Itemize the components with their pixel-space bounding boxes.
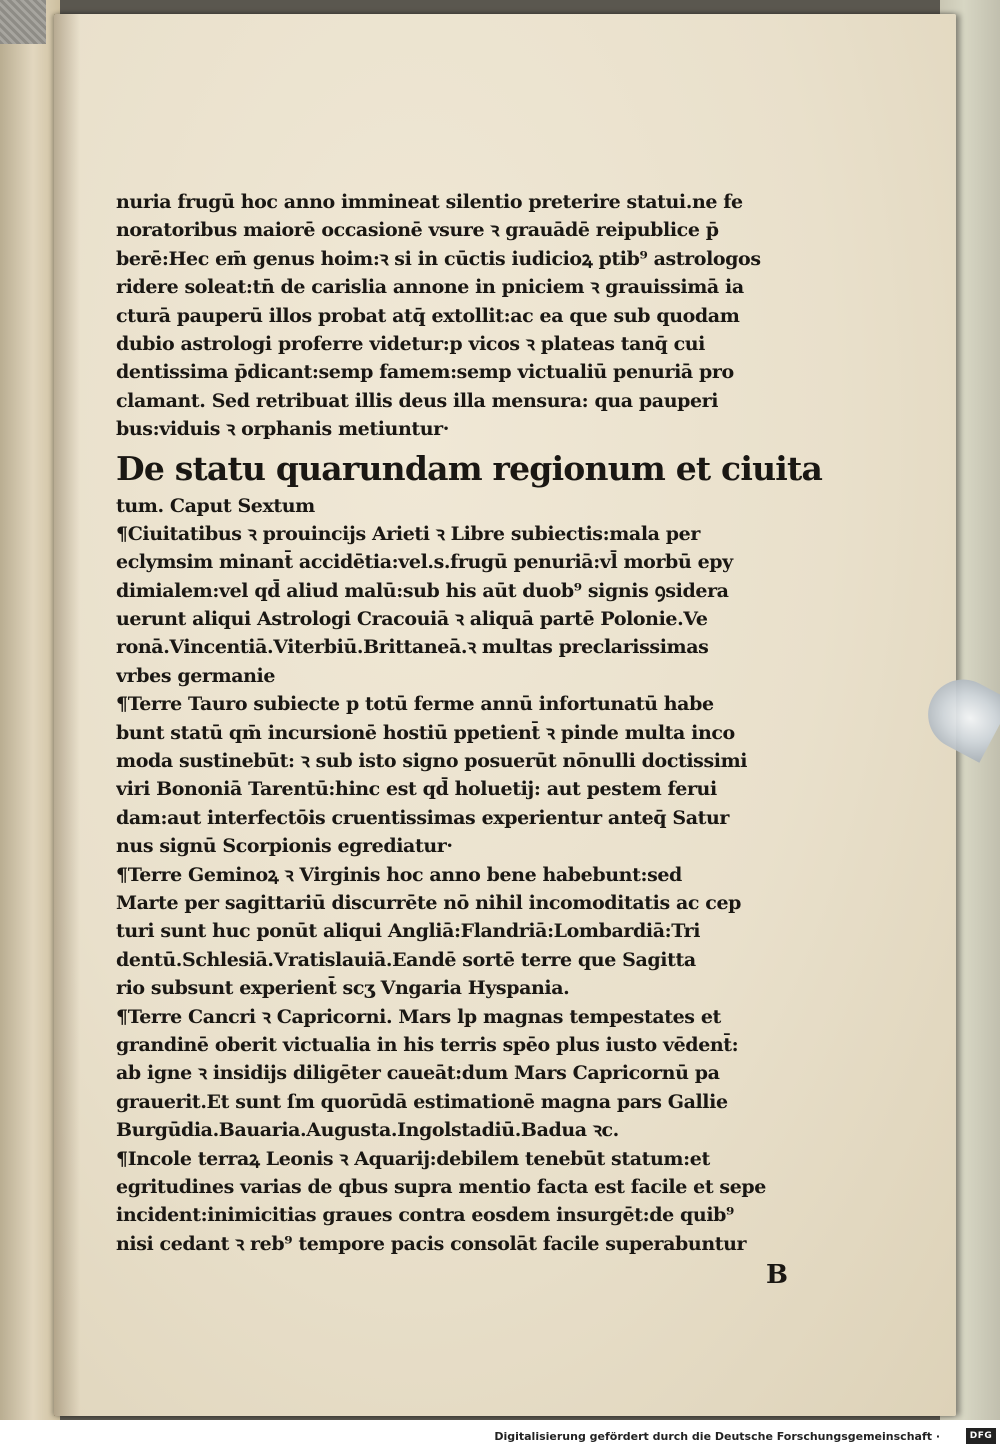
intro-line: ridere soleat:tn̄ de carislia annone in pniciem ꝛ grauissimā ia [116,276,744,299]
intro-line: berē:Hec em̄ genus hoim:ꝛ si in cūctis iudicioꝝ ptib⁹ astrologos [116,247,761,270]
regions-line: rio subsunt experient̄ scʒ Vngaria Hyspania. [116,977,570,1000]
chapter-heading: De statu quarundam regionum et ciuita [116,448,823,488]
paragraph-intro [116,188,828,444]
paragraph-regions [116,492,828,1259]
regions-line: dam:aut interfectōis cruentissimas experientur anteq̄ Satur [116,806,730,829]
regions-line: viri Bononiā Tarentū:hinc est qd̄ holuetij: aut pestem ferui [116,778,717,801]
regions-line: vrbes germanie [116,664,276,687]
regions-line: Burgūdia.Bauaria.Augusta.Ingolstadiū.Badua ꝛc. [116,1119,619,1142]
page-gutter-shadow [54,14,80,1416]
intro-line: bus:viduis ꝛ orphanis metiuntur· [116,418,449,441]
facing-page-edge [0,0,60,1420]
regions-line: turi sunt huc ponūt aliqui Angliā:Flandriā:Lombardiā:Tri [116,920,701,943]
dfg-logo-icon: DFG [966,1428,996,1444]
intro-line: clamant. Sed retribuat illis deus illa mensura: qua pauperi [116,389,719,412]
regions-line: grandinē oberit victualia in his terris spēo plus iusto vēdent̄: [116,1033,739,1056]
regions-line: dimialem:vel qd̄ aliud malū:sub his aūt duob⁹ signis ꝯsidera [116,579,729,602]
regions-line: grauerit.Et sunt ſm quorūdā estimationē magna pars Gallie [116,1090,728,1113]
regions-line: bunt statū qm̄ incursionē hostiū ppetient̄ ꝛ pinde multa inco [116,721,735,744]
intro-line: cturā pauperū illos probat atq̄ extollit:ac ea que sub quodam [116,304,740,327]
binding-cloth [0,0,46,44]
intro-line: nuria frugū hoc anno immineat silentio preterire statui.ne fe [116,191,743,213]
intro-line: noratoribus maiorē occasionē vsure ꝛ grauādē reipublice p̄ [116,219,719,242]
regions-line: ¶Terre Tauro subiecte p totū ferme annū infortunatū habe [116,693,714,716]
regions-line: uerunt aliqui Astrologi Cracouiā ꝛ aliquā partē Polonie.Ve [116,608,708,631]
footer-credit: Digitalisierung gefördert durch die Deutsche Forschungsgemeinschaft · [494,1430,940,1443]
regions-line: egritudines varias de qbus supra mentio facta est facile et sepe [116,1175,766,1198]
text-block [116,188,828,1292]
regions-line: ¶Incole terraꝝ Leonis ꝛ Aquarij:debilem tenebūt statum:et [116,1147,710,1170]
regions-line: eclymsim minant̄ accidētia:vel.s.frugū penuriā:vl̄ morbū epy [116,551,733,574]
regions-line: nisi cedant ꝛ reb⁹ tempore pacis consolāt facile superabuntur [116,1232,747,1255]
regions-line: incident:inimicitias graues contra eosdem insurgēt:de quib⁹ [116,1204,734,1227]
book-page [54,14,956,1416]
regions-line: moda sustinebūt: ꝛ sub isto signo posuerūt nōnulli doctissimi [116,750,748,773]
regions-line: ¶Ciuitatibus ꝛ prouincijs Arieti ꝛ Libre subiectis:mala per [116,522,700,545]
intro-line: dentissima p̄dicant:semp famem:semp victualiū penuriā pro [116,361,734,384]
regions-line: ¶Terre Cancri ꝛ Capricorni. Mars lp magnas tempestates et [116,1005,721,1028]
regions-line: nus signū Scorpionis egrediatur· [116,835,453,858]
signature-mark: B [766,1260,788,1291]
regions-line: ab igne ꝛ insidijs diligēter caueāt:dum Mars Capricornū pa [116,1062,720,1085]
regions-line: ronā.Vincentiā.Viterbiū.Brittaneā.ꝛ multas preclarissimas [116,636,709,659]
regions-line: Marte per sagittariū discurrēte nō nihil incomoditatis ac cep [116,891,742,914]
intro-line: dubio astrologi proferre videtur:p vicos ꝛ plateas tanq̄ cui [116,332,705,355]
regions-line: ¶Terre Geminoꝝ ꝛ Virginis hoc anno bene habebunt:sed [116,863,682,886]
regions-line: dentū.Schlesiā.Vratislauiā.Eandē sortē terre que Sagitta [116,948,696,971]
regions-line: tum. Caput Sextum [116,494,315,517]
